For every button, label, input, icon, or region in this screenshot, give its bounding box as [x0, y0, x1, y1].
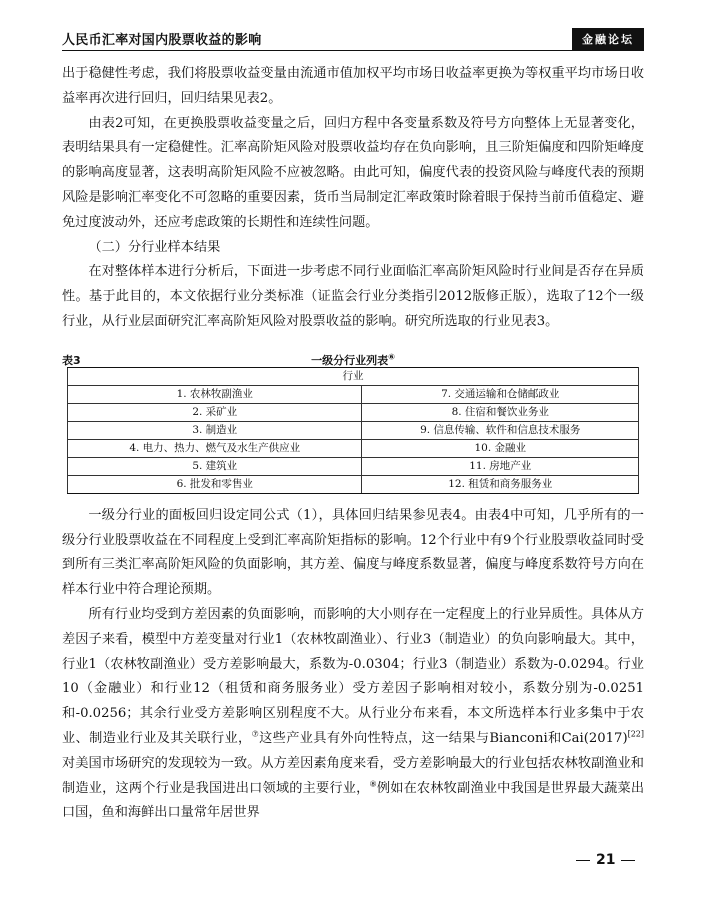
- industry-table: [67, 367, 639, 494]
- table-number: 表3: [62, 353, 81, 367]
- section-heading: （二）分行业样本结果: [88, 239, 221, 255]
- running-header: [62, 26, 644, 48]
- page-dash-right: [621, 860, 635, 861]
- footnote-mark: ⑥: [388, 352, 395, 362]
- journal-badge: 金融论坛: [572, 28, 644, 50]
- footnote-mark: ⑧: [369, 779, 377, 789]
- table-row: [68, 403, 639, 421]
- page-dash-left: [576, 860, 590, 861]
- paragraph-table2-result: 由表2可知，在更换股票收益变量之后，回归方程中各变量系数及符号方向整体上无显著变化，表明结果具有一定稳健性。汇率高阶矩风险对股票收益均存在负向影响，且三阶矩偏度和四阶矩峰度的影响高度显著，这表明高阶矩风险不应被忽略。由此可知，偏度代表的投资风险与峰度代表的预期风险是影响汇率变化不可忽略的重要因素，货币当局制定汇率政策时除着眼于保持当前币值稳定、避免过度波动外，还应考虑政策的长期性和连续性问题。: [62, 115, 644, 230]
- citation-mark: [22]: [627, 729, 645, 739]
- table-cell: 5. 建筑业: [68, 457, 362, 475]
- table-row: [68, 475, 639, 493]
- table-cell: 11. 房地产业: [362, 457, 639, 475]
- header-rule: [62, 50, 644, 51]
- page-number: 21: [570, 852, 641, 868]
- paragraph-industry-intro: 在对整体样本进行分析后，下面进一步考虑不同行业面临汇率高阶矩风险时行业间是否存在异质性。基于此目的，本文依据行业分类标准（证监会行业分类指引2012版修正版），选取了12个一级行业，从行业层面研究汇率高阶矩风险对股票收益的影响。研究所选取的行业见表3。: [62, 264, 644, 329]
- table-cell: 1. 农林牧副渔业: [68, 385, 362, 403]
- table-cell: 6. 批发和零售业: [68, 475, 362, 493]
- table-cell: 12. 租赁和商务服务业: [362, 475, 639, 493]
- table3-block: [62, 349, 644, 494]
- footnote-mark: ⑦: [251, 729, 260, 739]
- table-row: [68, 457, 639, 475]
- header-title: 人民币汇率对国内股票收益的影响: [62, 33, 262, 48]
- table-cell: 9. 信息传输、软件和信息技术服务: [362, 421, 639, 439]
- table-row: [68, 385, 639, 403]
- table-cell: 7. 交通运输和仓储邮政业: [362, 385, 639, 403]
- article-body: [62, 62, 644, 826]
- paragraph-panel-regression: 一级分行业的面板回归设定同公式（1），具体回归结果参见表4。由表4中可知，几乎所有的一级分行业股票收益在不同程度上受到汇率高阶矩指标的影响。12个行业中有9个行业股票收益同时受到所有三类汇率高阶矩风险的负面影响，其方差、偏度与峰度系数显著，偏度与峰度系数符号方向在样本行业中符合理论预期。: [62, 507, 644, 598]
- table-cell: 4. 电力、热力、燃气及水生产供应业: [68, 439, 362, 457]
- table-cell: 3. 制造业: [68, 421, 362, 439]
- table-row: [68, 421, 639, 439]
- table-cell: 10. 金融业: [362, 439, 639, 457]
- table-cell: 8. 住宿和餐饮业务业: [362, 403, 639, 421]
- table-header: 行业: [68, 367, 639, 385]
- table-cell: 2. 采矿业: [68, 403, 362, 421]
- table-row: [68, 439, 639, 457]
- table-title: 一级分行业列表⑥: [311, 352, 395, 367]
- paragraph-robustness: 出于稳健性考虑，我们将股票收益变量由流通市值加权平均市场日收益率更换为等权重平均市场日收益率再次进行回归，回归结果见表2。: [62, 66, 644, 106]
- table-caption: [62, 349, 644, 367]
- paragraph-variance-effects: 所有行业均受到方差因素的负面影响，而影响的大小则存在一定程度上的行业异质性。具体从方差因子来看，模型中方差变量对行业1（农林牧副渔业）、行业3（制造业）的负向影响最大。其中，行业1（农林牧副渔业）受方差影响最大，系数为-0.0304；行业3（制造业）系数为-0.0294。行业10（金融业）和行业12（租赁和商务服务业）受方差因子影响相对较小，系数分别为-0.0251和-0.0256；其余行业受方差影响区别程度不大。从行业分布来看，本文所选样本行业多集中于农业、制造业行业及其关联行业，⑦这些产业具有外向性特点，这一结果与Bianconi和Cai(2017)[22]对美国市场研究的发现较为一致。从方差因素角度来看，受方差影响最大的行业包括农林牧副渔业和制造业，这两个行业是我国进出口领域的主要行业，⑧例如在农林牧副渔业中我国是世界最大蔬菜出口国，鱼和海鲜出口量常年居世界: [62, 606, 645, 821]
